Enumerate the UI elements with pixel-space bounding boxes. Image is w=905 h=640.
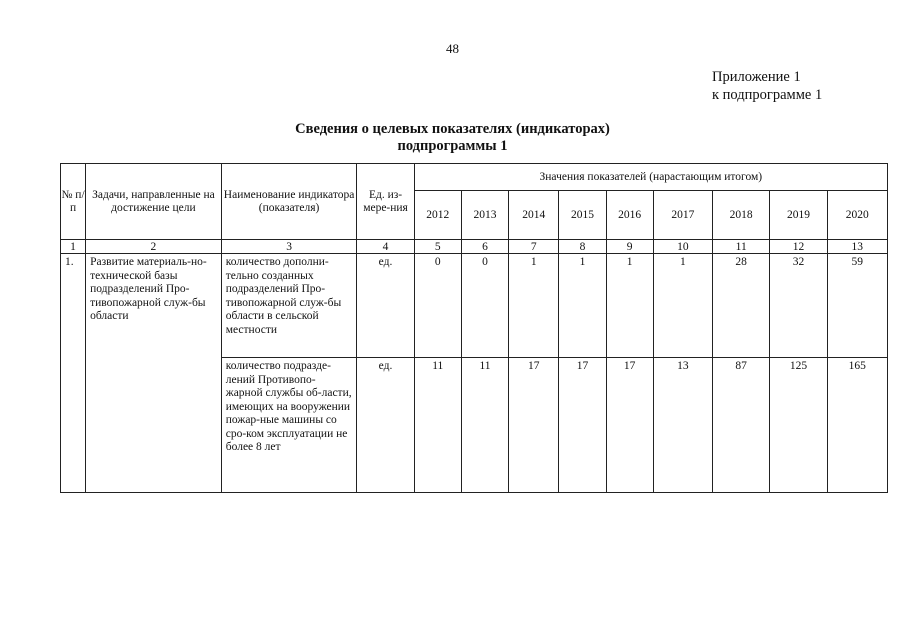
header-indicator: Наименование индикатора (показателя) (221, 164, 357, 240)
header-unit: Ед. из-мере-ния (357, 164, 414, 240)
column-number: 3 (221, 240, 357, 254)
header-year: 2014 (509, 191, 559, 240)
appendix-line-1: Приложение 1 (712, 69, 801, 85)
header-task: Задачи, направленные на достижение цели (86, 164, 222, 240)
value-cell: 1 (606, 254, 653, 358)
column-number: 2 (86, 240, 222, 254)
task-cell: Развитие материаль-но-технической базы подразделений Про-тивопожарной служ-бы области (86, 254, 222, 493)
header-year: 2012 (414, 191, 461, 240)
value-cell: 32 (770, 254, 827, 358)
header-year: 2016 (606, 191, 653, 240)
indicator-cell: количество подразде-лений Противопо-жарной службы об-ласти, имеющих на вооружении пожар-ные машины со сро-ком эксплуатации не более 8 лет (221, 358, 357, 493)
title-line-1: Сведения о целевых показателях (индикаторах) (295, 121, 610, 137)
unit-cell: ед. (357, 254, 414, 358)
column-number: 5 (414, 240, 461, 254)
page-number: 48 (446, 41, 459, 56)
value-cell: 1 (559, 254, 606, 358)
row-number: 1. (61, 254, 86, 493)
header-year: 2015 (559, 191, 606, 240)
header-values-group: Значения показателей (нарастающим итогом) (414, 164, 887, 191)
appendix-line-2: к подпрограмме 1 (712, 87, 823, 103)
header-year: 2020 (827, 191, 887, 240)
document-title (0, 121, 905, 155)
column-number: 6 (461, 240, 508, 254)
indicators-table (60, 163, 888, 493)
value-cell: 17 (509, 358, 559, 493)
table-row (61, 254, 888, 358)
appendix-note (712, 68, 822, 104)
value-cell: 87 (713, 358, 770, 493)
header-number: № п/п (61, 164, 86, 240)
indicator-cell: количество дополни-тельно созданных подразделений Про-тивопожарной служ-бы области в сельской местности (221, 254, 357, 358)
value-cell: 11 (414, 358, 461, 493)
header-year: 2018 (713, 191, 770, 240)
value-cell: 1 (653, 254, 712, 358)
title-line-2: подпрограммы 1 (397, 138, 508, 154)
value-cell: 125 (770, 358, 827, 493)
header-year: 2019 (770, 191, 827, 240)
value-cell: 0 (461, 254, 508, 358)
value-cell: 59 (827, 254, 887, 358)
column-number: 13 (827, 240, 887, 254)
value-cell: 17 (606, 358, 653, 493)
header-year: 2013 (461, 191, 508, 240)
header-year: 2017 (653, 191, 712, 240)
value-cell: 13 (653, 358, 712, 493)
unit-cell: ед. (357, 358, 414, 493)
value-cell: 11 (461, 358, 508, 493)
value-cell: 165 (827, 358, 887, 493)
column-number: 1 (61, 240, 86, 254)
column-number: 8 (559, 240, 606, 254)
value-cell: 1 (509, 254, 559, 358)
value-cell: 0 (414, 254, 461, 358)
column-number: 7 (509, 240, 559, 254)
value-cell: 17 (559, 358, 606, 493)
column-number: 9 (606, 240, 653, 254)
column-number: 10 (653, 240, 712, 254)
column-number: 11 (713, 240, 770, 254)
column-number: 4 (357, 240, 414, 254)
column-number: 12 (770, 240, 827, 254)
column-numbers-row (61, 240, 888, 254)
value-cell: 28 (713, 254, 770, 358)
